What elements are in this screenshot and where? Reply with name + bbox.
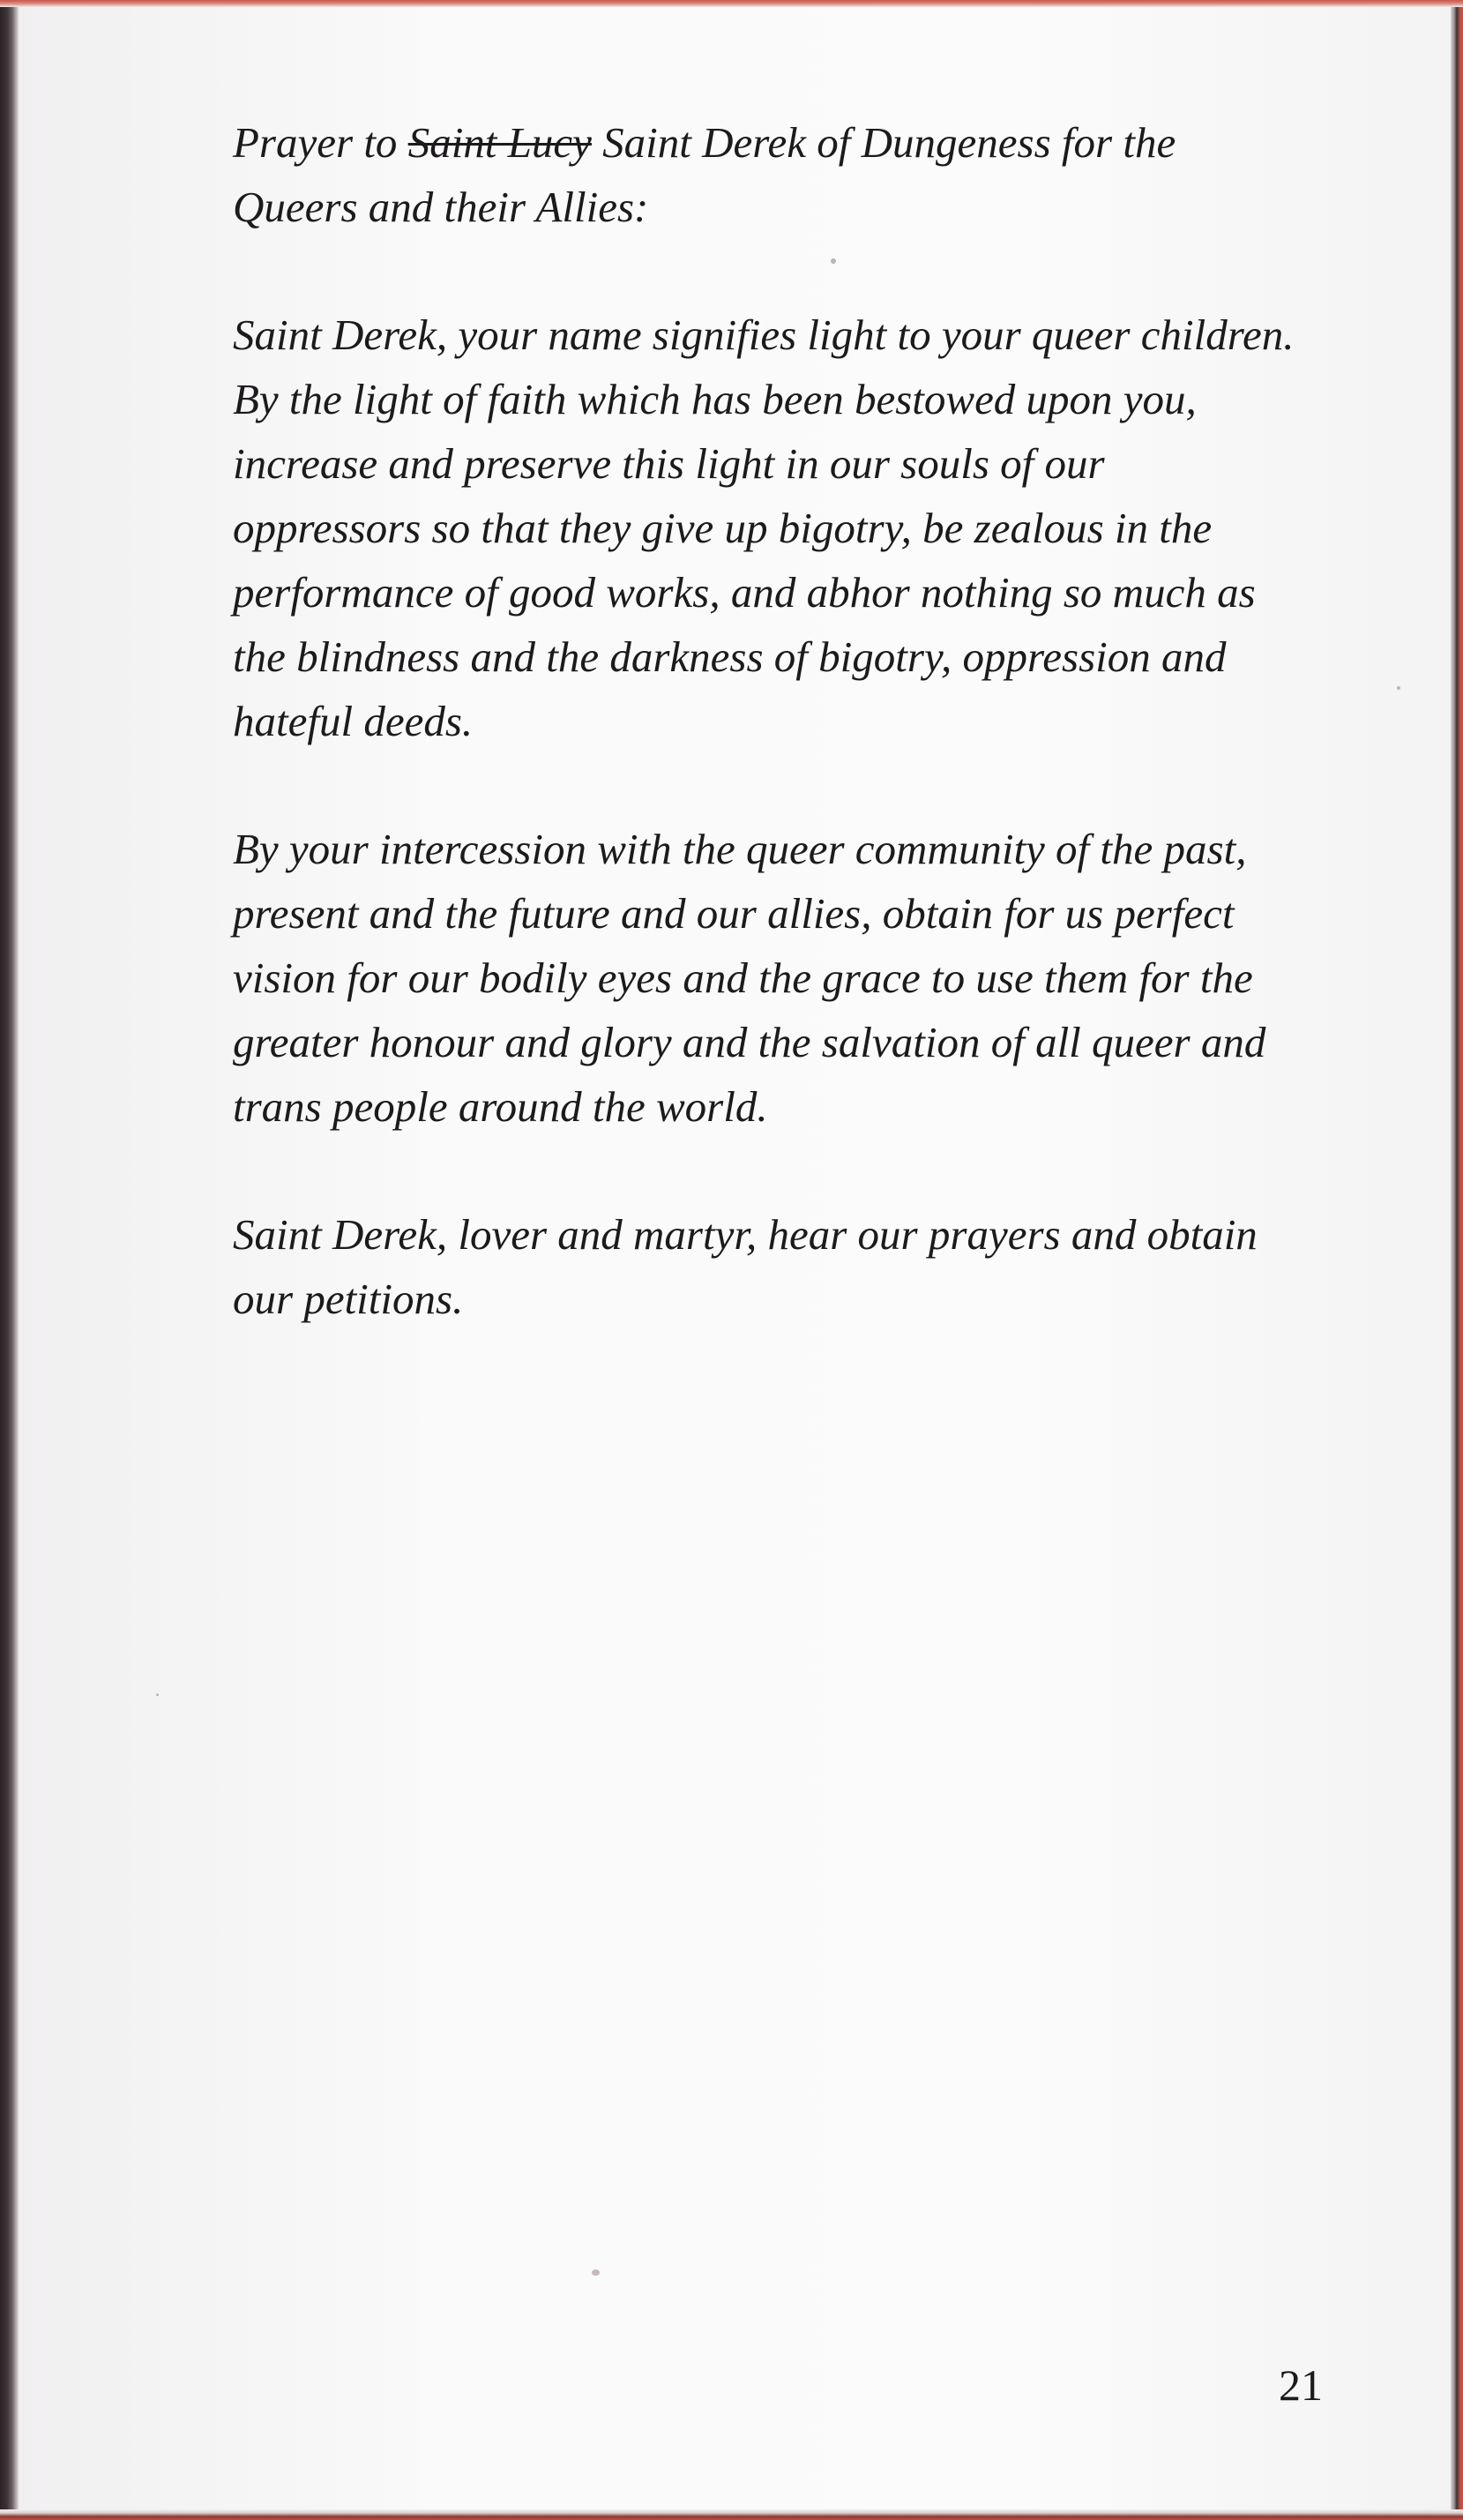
paper-speck	[156, 1694, 159, 1696]
paper-speck	[1397, 686, 1400, 690]
page-number: 21	[1279, 2360, 1323, 2410]
paper-speck	[592, 2269, 600, 2276]
struck-name: Saint Lucy	[407, 118, 592, 167]
cover-edge-right	[1451, 0, 1463, 2520]
title-prefix: Prayer to	[233, 118, 408, 167]
booklet-page	[19, 7, 1451, 2509]
paragraph-1: Saint Derek, your name signifies light to your queer children. By the light of faith which has been bestowed upon you, increase and preserve this light in our souls of our oppressors so that they give up bigotry, be zealous in the performance of good works, and abhor nothing so much as the blindness and the darkness of bigotry, oppression and hateful deeds.	[233, 310, 1295, 745]
cover-edge-bottom	[0, 2509, 1463, 2520]
binding-edge	[0, 0, 19, 2520]
paragraph-2: By your intercession with the queer community of the past, present and the future and our allies, obtain for us perfect vision for our bodily eyes and the grace to use them for the greater honour and glory and the salvation of all queer and trans people around the world.	[233, 825, 1266, 1131]
prayer-title	[233, 110, 1370, 239]
paper-speck	[831, 258, 836, 264]
cover-edge-top	[0, 0, 1463, 7]
title-suffix: Saint Derek of Dungeness for the Queers and their Allies:	[233, 118, 1176, 231]
prayer-text	[233, 110, 1370, 1395]
paragraph-3: Saint Derek, lover and martyr, hear our prayers and obtain our petitions.	[233, 1210, 1258, 1323]
